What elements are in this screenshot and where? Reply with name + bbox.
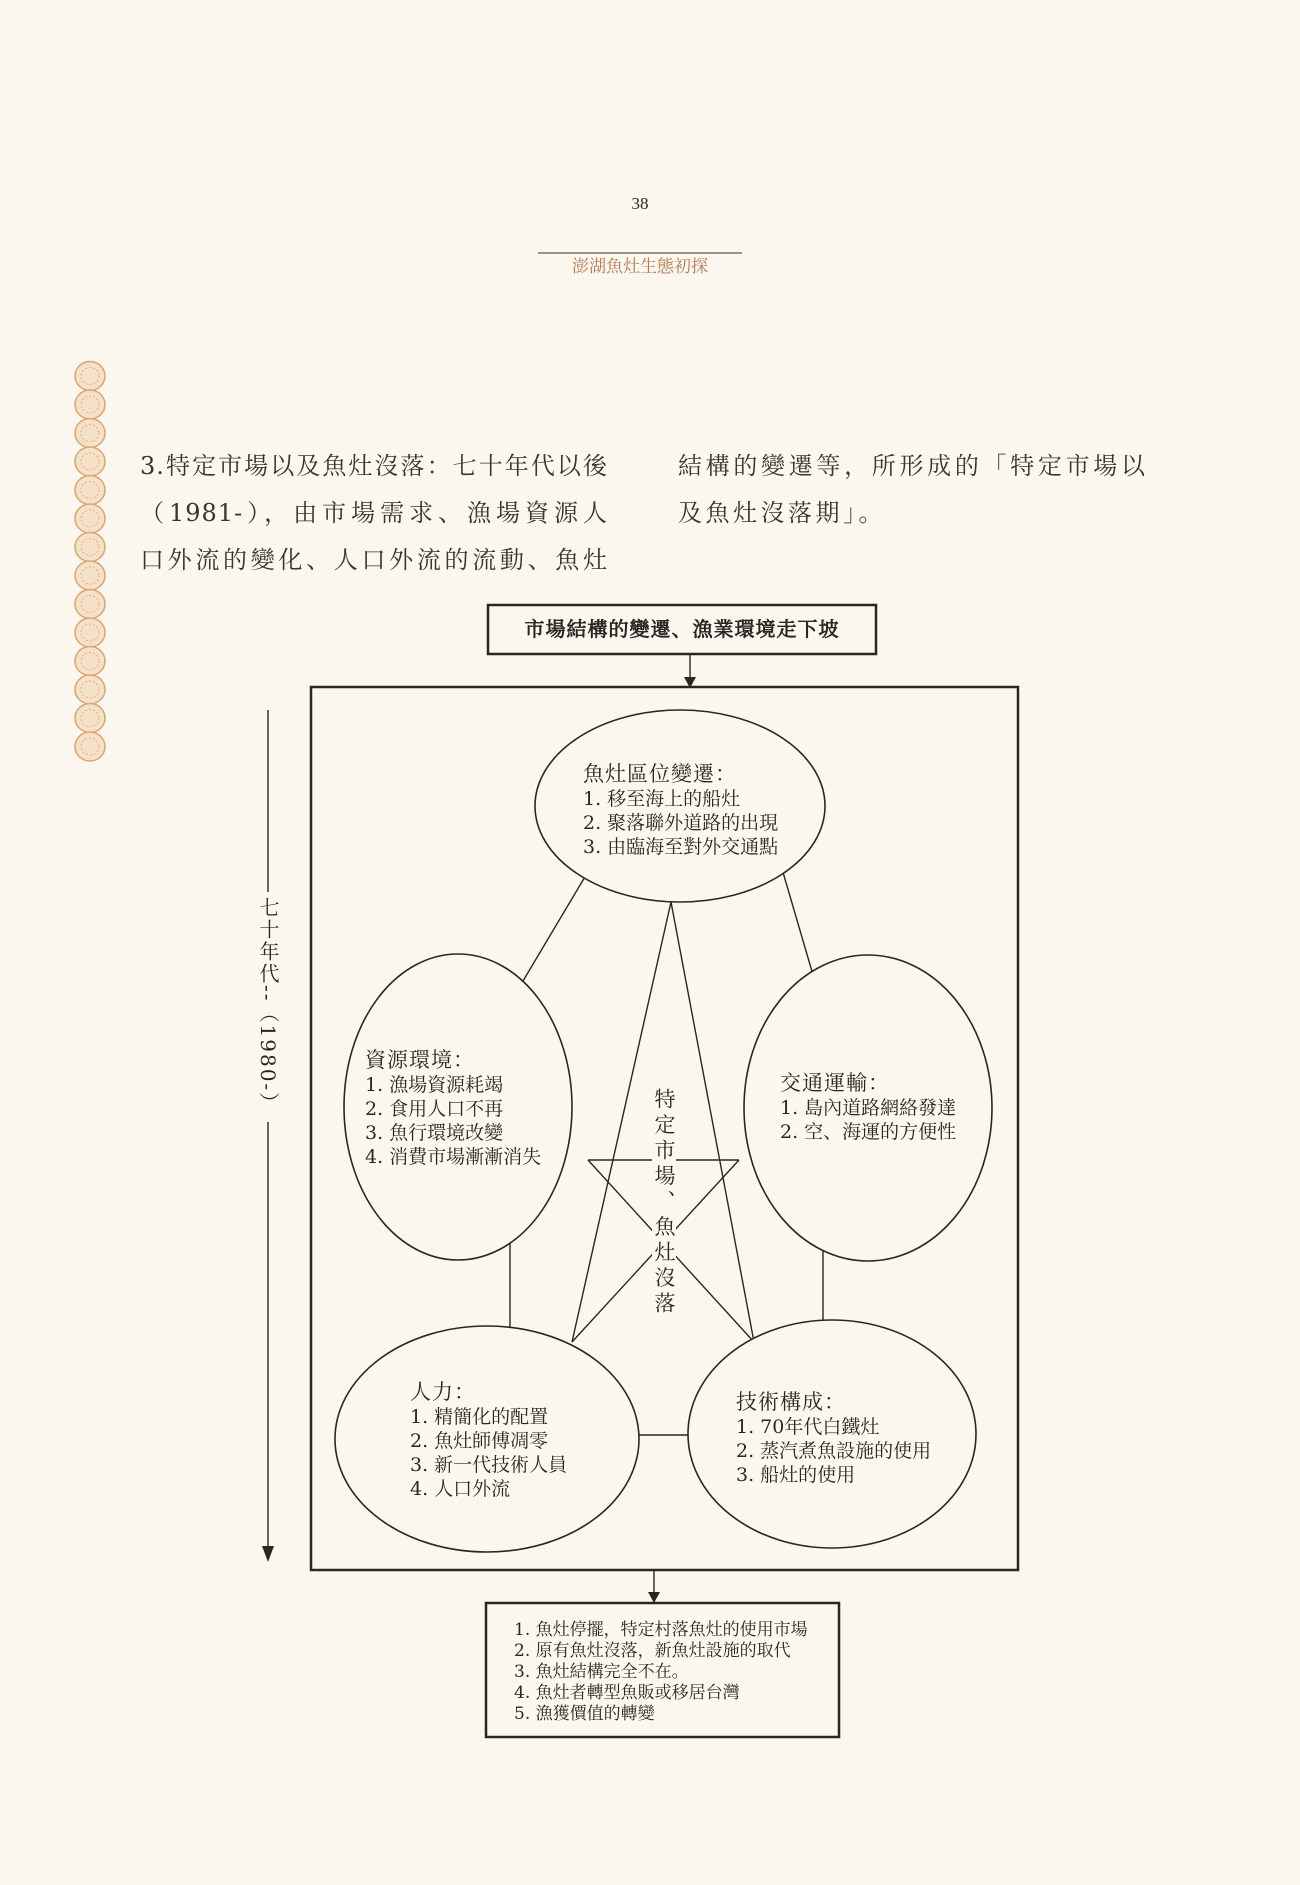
decorative-ornament-column [75, 362, 105, 762]
result-box [514, 1620, 808, 1725]
node-item: 2. 聚落聯外道路的出現 [583, 812, 779, 834]
node-item: 3. 船灶的使用 [736, 1464, 856, 1486]
ornament-oval [75, 590, 105, 619]
node-resources [365, 1047, 541, 1169]
ornament-oval [75, 704, 105, 733]
paragraph-left-column [140, 443, 608, 584]
node-item: 1. 漁場資源耗竭 [365, 1074, 504, 1096]
ornament-oval [75, 390, 105, 419]
node-item: 1. 精簡化的配置 [410, 1406, 549, 1428]
node-item: 2. 空、海運的方便性 [780, 1121, 957, 1143]
ornament-oval [75, 362, 105, 391]
ornament-oval [75, 447, 105, 476]
node-title: 人力： [410, 1380, 476, 1404]
node-title: 資源環境： [365, 1048, 475, 1072]
node-item: 2. 食用人口不再 [365, 1098, 504, 1120]
running-header: 澎湖魚灶生態初探 [572, 257, 708, 277]
node-item: 3. 新一代技術人員 [410, 1454, 568, 1476]
diagram-header-box: 市場結構的變遷、漁業環境走下坡 [524, 617, 840, 641]
node-item: 4. 消費市場漸漸消失 [365, 1146, 542, 1168]
paragraph-line: （1981-），由市場需求、漁場資源人 [140, 499, 608, 527]
node-title: 魚灶區位變遷： [583, 762, 737, 786]
node-labor [410, 1379, 567, 1501]
result-item: 2. 原有魚灶沒落，新魚灶設施的取代 [514, 1641, 791, 1661]
result-item: 5. 漁獲價值的轉變 [514, 1704, 655, 1724]
ornament-oval [75, 732, 105, 761]
node-item: 4. 人口外流 [410, 1478, 511, 1500]
connector-location-resources [520, 860, 595, 986]
center-label: 特定市場、魚灶沒落 [652, 1088, 676, 1318]
node-item: 2. 蒸汽煮魚設施的使用 [736, 1440, 932, 1462]
timeline-arrow-icon [262, 1546, 274, 1562]
result-item: 3. 魚灶結構完全不在。 [514, 1662, 689, 1682]
ornament-oval [75, 419, 105, 448]
paragraph-right-column [678, 443, 1146, 537]
ornament-oval [75, 647, 105, 676]
ornament-oval [75, 504, 105, 533]
arrow-down-icon [648, 1592, 660, 1603]
node-item: 1. 移至海上的船灶 [583, 788, 741, 810]
node-item: 2. 魚灶師傅凋零 [410, 1430, 549, 1452]
ornament-oval [75, 561, 105, 590]
paragraph-line: 3.特定市場以及魚灶沒落：七十年代以後 [140, 452, 608, 480]
node-title: 交通運輸： [780, 1071, 890, 1095]
node-transport [780, 1070, 956, 1144]
node-location [583, 761, 778, 859]
ornament-oval [75, 476, 105, 505]
timeline-label: 七十年代--（1980-） [256, 897, 280, 1115]
paragraph-line: 結構的變遷等，所形成的「特定市場以 [678, 452, 1146, 480]
result-item: 4. 魚灶者轉型魚販或移居台灣 [514, 1683, 740, 1703]
result-item: 1. 魚灶停擺，特定村落魚灶的使用市場 [514, 1620, 808, 1640]
node-item: 1. 島內道路網絡發達 [780, 1097, 957, 1119]
page-number: 38 [631, 194, 649, 213]
node-item: 3. 由臨海至對外交通點 [583, 836, 779, 858]
ornament-oval [75, 533, 105, 562]
paragraph-line: 及魚灶沒落期」。 [678, 499, 886, 527]
ornament-oval [75, 618, 105, 647]
ornament-oval [75, 675, 105, 704]
node-title: 技術構成： [736, 1390, 846, 1414]
star-line [671, 902, 754, 1342]
node-technology [736, 1389, 931, 1487]
paragraph-line: 口外流的變化、人口外流的流動、魚灶 [140, 546, 608, 574]
node-item: 3. 魚行環境改變 [365, 1122, 504, 1144]
node-item: 1. 70年代白鐵灶 [736, 1416, 880, 1438]
